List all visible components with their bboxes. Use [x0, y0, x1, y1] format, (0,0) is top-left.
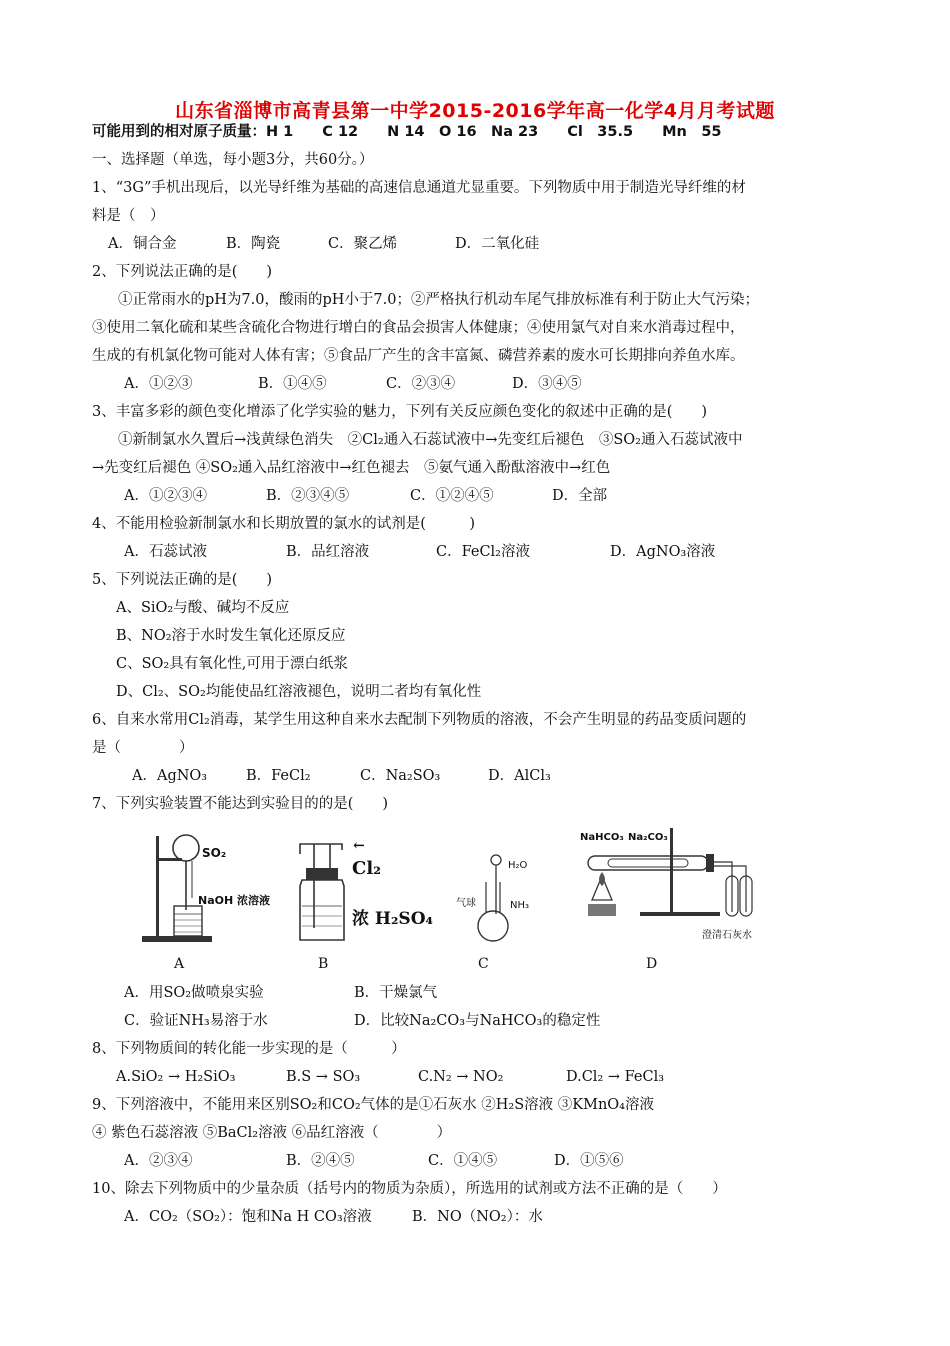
q2-option-a: A．①②③ [124, 376, 193, 392]
q10-option-a: A．CO₂（SO₂）：饱和Na H CO₃溶液 [124, 1209, 372, 1225]
q6-option-b: B．FeCl₂ [246, 768, 311, 784]
q3-option-c: C．①②④⑤ [410, 488, 494, 504]
q3-option-d: D．全部 [552, 488, 608, 504]
figure-label-c: C [478, 956, 489, 972]
q9-option-c: C．①④⑤ [428, 1153, 498, 1169]
q4-option-d: D．AgNO₃溶液 [610, 544, 716, 560]
q5-option-a: A、SiO₂与酸、碱均不反应 [116, 600, 290, 616]
q6-option-d: D．AlCl₃ [488, 768, 551, 784]
figure-c-balloon-label: 气球 [456, 898, 476, 909]
q5-option-b: B、NO₂溶于水时发生氧化还原反应 [116, 628, 346, 644]
figure-a-naoh-label: NaOH 浓溶液 [198, 894, 271, 907]
figure-b-h2so4-label: 浓 H₂SO₄ [352, 909, 433, 929]
q9-stem-line2: ④ 紫色石蕊溶液 ⑤BaCl₂溶液 ⑥品红溶液（ ） [92, 1125, 452, 1141]
figure-d-na2co3-label: Na₂CO₃ [628, 832, 668, 843]
figure-b-apparatus [292, 836, 352, 946]
q9-option-b: B．②④⑤ [286, 1153, 355, 1169]
figure-d-limewater-label: 澄清石灰水 [702, 930, 752, 941]
q7-option-b: B．干燥氯气 [354, 985, 438, 1001]
q2-stem-line4: 生成的有机氯化物可能对人体有害；⑤食品厂产生的含丰富氮、磷营养素的废水可长期排向养鱼水库。 [92, 348, 745, 364]
q3-stem-line1: 3、丰富多彩的颜色变化增添了化学实验的魅力，下列有关反应颜色变化的叙述中正确的是( ) [92, 404, 708, 420]
figure-c-h2o-label: H₂O [508, 860, 528, 871]
q9-option-a: A．②③④ [124, 1153, 193, 1169]
q2-stem-line1: 2、下列说法正确的是( ) [92, 264, 273, 280]
q3-option-a: A．①②③④ [124, 488, 207, 504]
figure-a-so2-label: SO₂ [202, 846, 227, 860]
q4-option-c: C．FeCl₂溶液 [436, 544, 530, 560]
q10-option-b: B．NO（NO₂）：水 [412, 1209, 543, 1225]
q6-option-a: A．AgNO₃ [132, 768, 208, 784]
q7-option-a: A．用SO₂做喷泉实验 [124, 985, 264, 1001]
q1-option-d: D．二氧化硅 [455, 236, 540, 252]
q1-option-b: B．陶瓷 [226, 236, 281, 252]
q2-option-d: D．③④⑤ [512, 376, 582, 392]
figure-label-d: D [646, 956, 658, 972]
q9-option-d: D．①⑤⑥ [554, 1153, 624, 1169]
q2-stem-line3: ③使用二氧化硫和某些含硫化合物进行增白的食品会损害人体健康；④使用氯气对自来水消毒过程中， [92, 320, 745, 336]
q8-option-c: C.N₂ → NO₂ [418, 1069, 504, 1085]
q7-option-c: C．验证NH₃易溶于水 [124, 1013, 268, 1029]
q4-option-a: A．石蕊试液 [124, 544, 207, 560]
q6-option-c: C．Na₂SO₃ [360, 768, 441, 784]
q9-stem-line1: 9、下列溶液中，不能用来区别SO₂和CO₂气体的是①石灰水 ②H₂S溶液 ③KMnO₄溶液 [92, 1097, 654, 1113]
q3-stem-line3: →先变红后褪色 ④SO₂通入品红溶液中→红色褪去 ⑤氨气通入酚酞溶液中→红色 [92, 460, 611, 476]
q8-stem-line1: 8、下列物质间的转化能一步实现的是（ ） [92, 1041, 406, 1057]
section-heading: 一、选择题（单选，每小题3分，共60分。） [92, 152, 374, 168]
q3-stem-line2: ①新制氯水久置后→浅黄绿色消失 ②Cl₂通入石蕊试液中→先变红后褪色 ③SO₂通入石蕊试液中 [118, 432, 743, 448]
q7-stem-line1: 7、下列实验装置不能达到实验目的的是( ) [92, 796, 389, 812]
q2-option-b: B．①④⑤ [258, 376, 327, 392]
q5-stem-line1: 5、下列说法正确的是( ) [92, 572, 273, 588]
q1-stem-line1: 1、“3G”手机出现后，以光导纤维为基础的高速信息通道尤显重要。下列物质中用于制造光导纤维的材 [92, 180, 746, 196]
q1-option-a: A．铜合金 [108, 236, 177, 252]
figure-label-a: A [174, 956, 185, 972]
q8-option-b: B.S → SO₃ [286, 1069, 361, 1085]
q5-option-c: C、SO₂具有氧化性,可用于漂白纸浆 [116, 656, 348, 672]
figure-c-nh3-label: NH₃ [510, 900, 530, 911]
q10-stem-line1: 10、除去下列物质中的少量杂质（括号内的物质为杂质），所选用的试剂或方法不正确的是（ ） [92, 1181, 727, 1197]
q6-stem-line1: 6、自来水常用Cl₂消毒，某学生用这种自来水去配制下列物质的溶液，不会产生明显的药品变质问题的 [92, 712, 747, 728]
q2-option-c: C．②③④ [386, 376, 456, 392]
q1-stem-line2: 料是（ ） [92, 208, 165, 224]
q6-stem-line2: 是（ ） [92, 740, 194, 756]
figure-label-b: B [318, 956, 329, 972]
q5-option-d: D、Cl₂、SO₂均能使品红溶液褪色，说明二者均有氧化性 [116, 684, 482, 700]
q3-option-b: B．②③④⑤ [266, 488, 350, 504]
exam-title: 山东省淄博市高青县第一中学2015-2016学年高一化学4月月考试题 [175, 100, 775, 122]
q4-stem-line1: 4、不能用检验新制氯水和长期放置的氯水的试剂是( ) [92, 516, 476, 532]
q8-option-a: A.SiO₂ → H₂SiO₃ [116, 1069, 236, 1085]
atomic-masses: 可能用到的相对原子质量：H 1 C 12 N 14 O 16 Na 23 Cl 35.5 Mn 55 [92, 124, 722, 140]
q8-option-d: D.Cl₂ → FeCl₃ [566, 1069, 665, 1085]
q7-option-d: D．比较Na₂CO₃与NaHCO₃的稳定性 [354, 1013, 601, 1029]
q1-option-c: C．聚乙烯 [328, 236, 398, 252]
q2-stem-line2: ①正常雨水的pH为7.0，酸雨的pH小于7.0；②严格执行机动车尾气排放标准有利于防止大气污染； [118, 292, 759, 308]
figure-d-nahco3-label: NaHCO₃ [580, 832, 624, 843]
arrow-left-icon: ← [353, 838, 365, 854]
figure-b-cl2-label: Cl₂ [352, 858, 382, 879]
q4-option-b: B．品红溶液 [286, 544, 370, 560]
